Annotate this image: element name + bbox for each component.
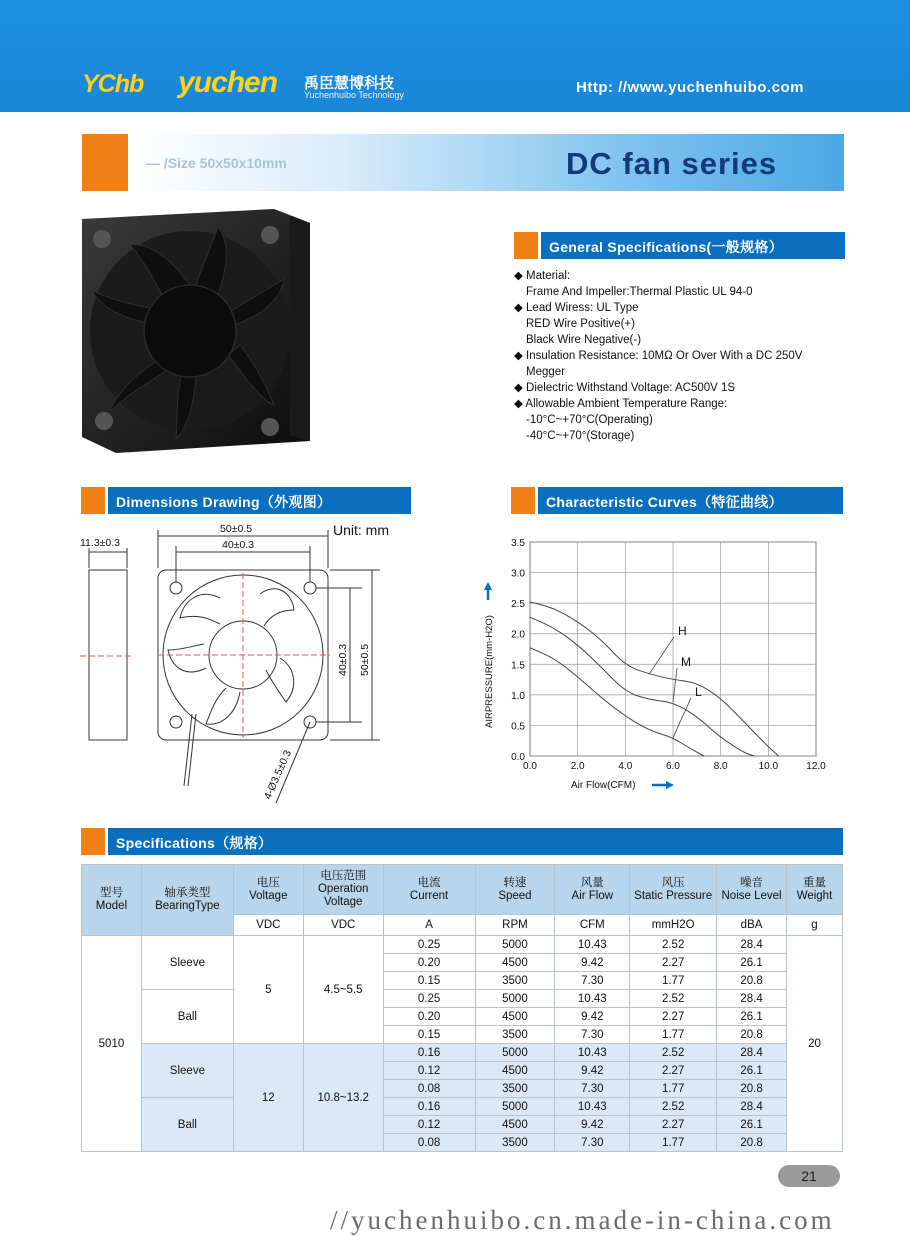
- bearing-cell: Ball: [141, 1098, 233, 1152]
- general-spec-line: RED Wire Positive(+): [526, 318, 635, 330]
- fan-photo: [78, 205, 314, 455]
- unit-header: A: [383, 915, 475, 936]
- hole-span-label: 40±0.3: [222, 539, 255, 551]
- value-cell: 5000: [475, 1044, 555, 1062]
- curve-h: [530, 602, 779, 756]
- general-specs-header: [514, 232, 845, 259]
- value-cell: 5000: [475, 1098, 555, 1116]
- value-cell: 26.1: [717, 1116, 787, 1134]
- value-cell: 20.8: [717, 972, 787, 990]
- yuchen-logo: yuchen: [178, 66, 278, 99]
- general-specs-title: General Specifications(一般规格）: [549, 239, 784, 255]
- value-cell: 9.42: [555, 1116, 630, 1134]
- value-cell: 7.30: [555, 1026, 630, 1044]
- fan-hub: [144, 285, 236, 377]
- column-header: 风量 Air Flow: [555, 865, 630, 915]
- general-spec-line: ◆ Allowable Ambient Temperature Range:: [514, 398, 728, 410]
- value-cell: 2.52: [630, 1098, 717, 1116]
- ychb-logo: YChb: [82, 70, 144, 98]
- value-cell: 7.30: [555, 972, 630, 990]
- general-spec-line: ◆ Insulation Resistance: 10MΩ Or Over With a DC 250V: [514, 350, 803, 362]
- value-cell: 1.77: [630, 1080, 717, 1098]
- unit-header: dBA: [717, 915, 787, 936]
- specifications-header: [81, 828, 843, 855]
- column-header: 噪音 Noise Level: [717, 865, 787, 915]
- value-cell: 0.20: [383, 954, 475, 972]
- value-cell: 2.27: [630, 954, 717, 972]
- value-cell: 2.27: [630, 1062, 717, 1080]
- curves-title: Characteristic Curves（特征曲线）: [546, 494, 783, 510]
- value-cell: 2.27: [630, 1008, 717, 1026]
- range-cell: 10.8~13.2: [303, 1044, 383, 1152]
- value-cell: 0.12: [383, 1116, 475, 1134]
- footer-url[interactable]: //yuchenhuibo.cn.made-in-china.com: [330, 1205, 835, 1235]
- y-tick-label: 2.5: [511, 599, 525, 611]
- value-cell: 0.08: [383, 1080, 475, 1098]
- dimensions-header: [81, 487, 411, 514]
- curve-leader: [649, 637, 674, 674]
- general-specs-list: [514, 268, 854, 444]
- y-tick-label: 0.5: [511, 721, 525, 733]
- dimensions-drawing: [80, 518, 420, 816]
- value-cell: 2.52: [630, 1044, 717, 1062]
- unit-header: VDC: [233, 915, 303, 936]
- characteristic-chart: [478, 530, 848, 805]
- y-tick-label: 2.0: [511, 629, 525, 641]
- value-cell: 3500: [475, 972, 555, 990]
- specifications-title: Specifications（规格）: [116, 835, 273, 851]
- value-cell: 3500: [475, 1134, 555, 1152]
- value-cell: 4500: [475, 1116, 555, 1134]
- curves-header: [511, 487, 843, 514]
- dimensions-title: Dimensions Drawing（外观图）: [116, 494, 332, 510]
- value-cell: 28.4: [717, 1098, 787, 1116]
- value-cell: 7.30: [555, 1134, 630, 1152]
- hole-span-v-label: 40±0.3: [337, 643, 349, 676]
- weight-cell: 20: [786, 936, 842, 1152]
- y-tick-label: 3.0: [511, 568, 525, 580]
- column-header: 电压 Voltage: [233, 865, 303, 915]
- unit-header: VDC: [303, 915, 383, 936]
- value-cell: 28.4: [717, 936, 787, 954]
- value-cell: 28.4: [717, 990, 787, 1008]
- value-cell: 0.25: [383, 990, 475, 1008]
- general-spec-line: ◆ Dielectric Withstand Voltage: AC500V 1S: [514, 382, 736, 394]
- value-cell: 1.77: [630, 972, 717, 990]
- unit-header: RPM: [475, 915, 555, 936]
- general-spec-line: ◆ Lead Wiress: UL Type: [514, 302, 639, 314]
- table-row: [82, 1044, 843, 1062]
- unit-label: Unit: mm: [333, 522, 389, 538]
- value-cell: 28.4: [717, 1044, 787, 1062]
- curve-leader: [673, 698, 691, 738]
- value-cell: 2.52: [630, 990, 717, 1008]
- website-link[interactable]: Http: //www.yuchenhuibo.com: [576, 79, 804, 96]
- specifications-table: [81, 864, 843, 1152]
- general-spec-line: -40°C~+70°(Storage): [526, 430, 635, 442]
- x-tick-label: 8.0: [713, 761, 728, 772]
- unit-header: CFM: [555, 915, 630, 936]
- unit-header: g: [786, 915, 842, 936]
- general-spec-line: Megger: [526, 366, 565, 378]
- value-cell: 9.42: [555, 1062, 630, 1080]
- value-cell: 20.8: [717, 1026, 787, 1044]
- range-cell: 4.5~5.5: [303, 936, 383, 1044]
- bearing-cell: Sleeve: [141, 936, 233, 990]
- x-tick-label: 12.0: [806, 761, 826, 772]
- column-header: 电压范围 Operation Voltage: [303, 865, 383, 915]
- column-header: 轴承类型 BearingType: [141, 865, 233, 936]
- value-cell: 26.1: [717, 1008, 787, 1026]
- table-row: [82, 1098, 843, 1116]
- curve-label: L: [695, 685, 702, 699]
- value-cell: 0.12: [383, 1062, 475, 1080]
- general-spec-line: Frame And Impeller:Thermal Plastic UL 94-0: [526, 286, 753, 298]
- curve-label: M: [681, 655, 691, 669]
- voltage-cell: 12: [233, 1044, 303, 1152]
- hole-dia-label: 4-Ø3.5±0.3: [261, 748, 295, 802]
- value-cell: 9.42: [555, 1008, 630, 1026]
- column-header: 风压 Static Pressure: [630, 865, 717, 915]
- bearing-cell: Sleeve: [141, 1044, 233, 1098]
- value-cell: 0.15: [383, 972, 475, 990]
- page-number: 21: [778, 1165, 840, 1187]
- y-tick-label: 1.0: [511, 690, 525, 702]
- value-cell: 9.42: [555, 954, 630, 972]
- x-tick-label: 0.0: [523, 761, 537, 772]
- value-cell: 5000: [475, 990, 555, 1008]
- value-cell: 10.43: [555, 936, 630, 954]
- bearing-cell: Ball: [141, 990, 233, 1044]
- value-cell: 4500: [475, 954, 555, 972]
- general-spec-line: ◆ Material:: [514, 270, 571, 282]
- value-cell: 1.77: [630, 1134, 717, 1152]
- value-cell: 3500: [475, 1026, 555, 1044]
- unit-header: mmH2O: [630, 915, 717, 936]
- outer-width-label: 50±0.5: [220, 523, 253, 535]
- x-tick-label: 4.0: [618, 761, 633, 772]
- value-cell: 2.27: [630, 1116, 717, 1134]
- model-cell: 5010: [82, 936, 142, 1152]
- curve-leader: [673, 668, 677, 702]
- company-name-cn: 禹臣慧博科技: [304, 75, 395, 92]
- value-cell: 0.16: [383, 1044, 475, 1062]
- value-cell: 10.43: [555, 1098, 630, 1116]
- value-cell: 7.30: [555, 1080, 630, 1098]
- company-name-en: Yuchenhuibo Technology: [304, 90, 404, 100]
- table-row: [82, 936, 843, 954]
- value-cell: 3500: [475, 1080, 555, 1098]
- value-cell: 2.52: [630, 936, 717, 954]
- value-cell: 26.1: [717, 954, 787, 972]
- x-tick-label: 6.0: [666, 761, 680, 772]
- table-row: [82, 990, 843, 1008]
- general-spec-line: Black Wire Negative(-): [526, 334, 642, 346]
- value-cell: 1.77: [630, 1026, 717, 1044]
- banner-size-text: — /Size 50x50x10mm: [146, 155, 287, 171]
- column-header: 电流 Current: [383, 865, 475, 915]
- column-header: 重量 Weight: [786, 865, 842, 915]
- y-tick-label: 1.5: [511, 660, 525, 672]
- x-axis-label: Air Flow(CFM): [571, 780, 636, 791]
- value-cell: 10.43: [555, 990, 630, 1008]
- value-cell: 0.20: [383, 1008, 475, 1026]
- series-title: DC fan series: [566, 146, 778, 181]
- value-cell: 26.1: [717, 1062, 787, 1080]
- value-cell: 0.08: [383, 1134, 475, 1152]
- curve-label: H: [678, 624, 687, 638]
- outer-height-label: 50±0.5: [359, 643, 371, 676]
- value-cell: 0.25: [383, 936, 475, 954]
- value-cell: 0.16: [383, 1098, 475, 1116]
- x-tick-label: 10.0: [758, 761, 779, 772]
- value-cell: 4500: [475, 1008, 555, 1026]
- voltage-cell: 5: [233, 936, 303, 1044]
- value-cell: 10.43: [555, 1044, 630, 1062]
- value-cell: 4500: [475, 1062, 555, 1080]
- general-spec-line: -10°C~+70°C(Operating): [526, 414, 653, 426]
- column-header: 转速 Speed: [475, 865, 555, 915]
- value-cell: 0.15: [383, 1026, 475, 1044]
- value-cell: 20.8: [717, 1080, 787, 1098]
- y-tick-label: 3.5: [511, 538, 525, 549]
- thickness-label: 11.3±0.3: [80, 537, 121, 549]
- x-tick-label: 2.0: [570, 761, 585, 772]
- column-header: 型号 Model: [82, 865, 142, 936]
- banner-accent: [82, 134, 128, 191]
- y-tick-label: 0.0: [511, 752, 525, 763]
- value-cell: 20.8: [717, 1134, 787, 1152]
- value-cell: 5000: [475, 936, 555, 954]
- fan-side-view: [89, 570, 127, 740]
- y-axis-label: AIRPRESSURE(mm-H2O): [484, 615, 495, 728]
